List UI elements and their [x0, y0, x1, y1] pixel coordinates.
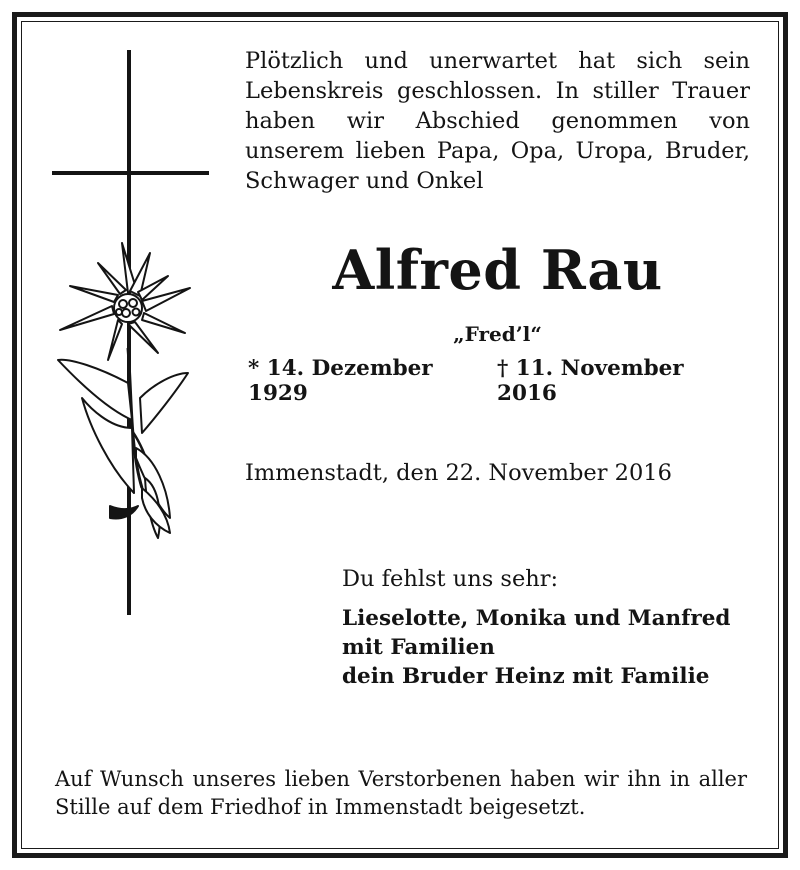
edelweiss-icon [58, 243, 190, 538]
mourners-list [342, 604, 730, 691]
cross-edelweiss-illustration [50, 48, 210, 618]
birth-date: * 14. Dezember 1929 [248, 356, 433, 406]
mourner-line: dein Bruder Heinz mit Familie [342, 664, 710, 689]
intro-text: Plötzlich und unerwartet hat sich sein Lebenskreis geschlossen. In stiller Trauer haben wir Abschied genommen von unserem lieben Papa, Opa, Uropa, Bruder, Schwager und Onkel [245, 48, 750, 194]
death-date: † 11. November 2016 [497, 356, 684, 406]
deceased-nickname: „Fred’l“ [453, 322, 542, 346]
life-dates [248, 356, 748, 406]
mourner-line: Lieselotte, Monika und Manfred [342, 606, 731, 631]
closing-phrase: Du fehlst uns sehr: [342, 566, 559, 592]
deceased-name: Alfred Rau [332, 238, 663, 302]
burial-note: Auf Wunsch unseres lieben Verstorbenen haben wir ihn in aller Stille auf dem Friedhof in Immenstadt beigesetzt. [55, 767, 747, 819]
place-and-date: Immenstadt, den 22. November 2016 [245, 460, 672, 486]
mourner-line: mit Familien [342, 635, 495, 660]
